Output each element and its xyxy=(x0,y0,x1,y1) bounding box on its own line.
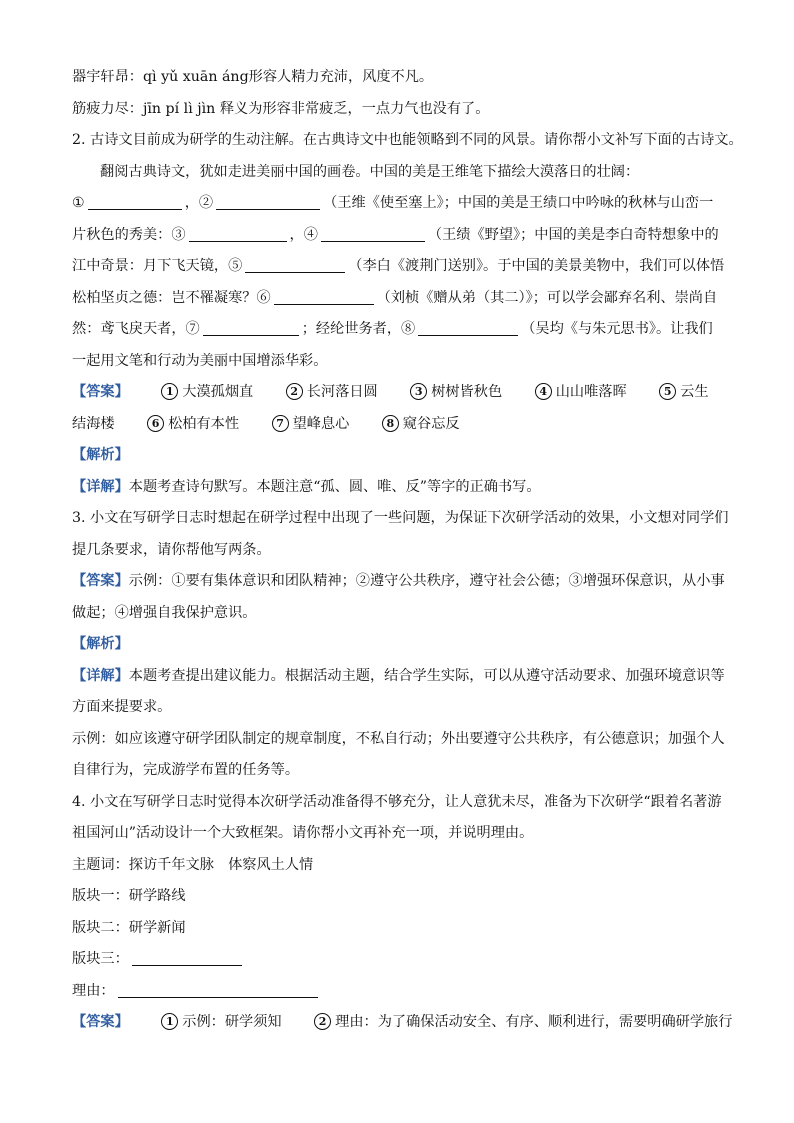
answer-item: 4 山山唯落晖 xyxy=(535,377,627,409)
question-2-detail: 【详解】本题考查诗句默写。本题注意“孤、圆、唯、反”等字的正确书写。 xyxy=(72,478,541,495)
answer-tag: 【答案】 xyxy=(72,1014,129,1030)
question-4-stem: 4. 小文在写研学日志时觉得本次研学活动准备得不够充分，让人意犹未尽，准备为下次研学“跟着名著游 xyxy=(72,793,722,810)
question-2-analysis xyxy=(72,440,724,472)
question-4-block-1: 版块一：研学路线 xyxy=(72,888,186,904)
question-3-analysis xyxy=(72,629,724,661)
question-4-theme: 主题词：探访千年文脉 体察风土人情 xyxy=(72,856,314,873)
fill-blank-4[interactable] xyxy=(321,225,425,242)
document-page xyxy=(72,62,743,1039)
answer-item: 7 望峰息心 xyxy=(272,409,350,441)
analysis-tag: 【解析】 xyxy=(72,447,129,463)
question-3-stem: 3. 小文在写研学日志时想起在研学过程中出现了一些问题，为保证下次研学活动的效果，小文想对同学们 xyxy=(72,510,729,526)
question-2-paragraph: 松柏坚贞之德：岂不罹凝寒？⑥ （刘桢《赠从弟（其二）》；可以学会鄙弃名利、崇尚自 xyxy=(72,289,718,306)
question-2-paragraph: 片秋色的秀美：③ ，④ （王绩《野望》；中国的美是李白奇特想象中的 xyxy=(72,226,719,243)
answer-tag: 【答案】 xyxy=(72,573,129,589)
answer-item: 1 大漠孤烟直 xyxy=(161,377,253,409)
question-2-paragraph: ① ，② （王维《使至塞上》；中国的美是王绩口中吟咏的秋林与山峦一 xyxy=(72,195,714,211)
question-3-answer: 做起；④增强自我保护意识。 xyxy=(72,604,257,621)
question-2-paragraph: 江中奇景：月下飞天镜，⑤ （李白《渡荆门送别》。于中国的美景美物中，我们可以体悟 xyxy=(72,258,725,274)
analysis-tag: 【解析】 xyxy=(72,636,129,652)
question-2-answer xyxy=(72,377,724,409)
answer-item: 1 示例：研学须知 xyxy=(161,1007,281,1039)
question-3-stem: 提几条要求，请你帮他写两条。 xyxy=(72,541,271,558)
question-4-reason: 理由： xyxy=(72,976,724,1008)
answer-item: 5 云生 xyxy=(659,377,708,409)
question-2-paragraph: 翻阅古典诗文，犹如走进美丽中国的画卷。中国的美是王维笔下描绘大漠落日的壮阔： xyxy=(100,163,640,180)
answer-tag: 【答案】 xyxy=(72,384,129,400)
question-4-block-2: 版块二：研学新闻 xyxy=(72,919,186,936)
question-2-stem: 2. 古诗文目前成为研学的生动注解。在古典诗文中也能领略到不同的风景。请你帮小文补写下面的古诗文。 xyxy=(72,132,743,148)
question-3-example: 自律行为，完成游学布置的任务等。 xyxy=(72,762,300,778)
fill-blank-1[interactable] xyxy=(88,193,182,210)
fill-blank-6[interactable] xyxy=(274,288,374,305)
fill-blank-8[interactable] xyxy=(418,319,518,336)
fill-blank-block-3[interactable] xyxy=(132,949,242,966)
fill-blank-5[interactable] xyxy=(245,256,345,273)
question-3-detail: 方面来提要求。 xyxy=(72,699,172,715)
question-3-answer: 【答案】示例：①要有集体意识和团队精神；②遵守公共秩序，遵守社会公德；③增强环保意识，从小事 xyxy=(72,573,725,589)
answer-item: 6 松柏有本性 xyxy=(147,409,239,441)
question-4-stem: 祖国河山”活动设计一个大致框架。请你帮小文再补充一项，并说明理由。 xyxy=(72,825,534,841)
fill-blank-reason[interactable] xyxy=(118,981,318,998)
answer-item: 3 树树皆秋色 xyxy=(410,377,502,409)
fill-blank-3[interactable] xyxy=(189,225,287,242)
answer-item: 2 长河落日圆 xyxy=(286,377,378,409)
answer-item: 2 理由：为了确保活动安全、有序、顺利进行，需要明确研学旅行 xyxy=(314,1007,732,1039)
question-4-block-3: 版块三： xyxy=(72,944,724,976)
detail-tag: 【详解】 xyxy=(72,478,129,495)
fill-blank-7[interactable] xyxy=(203,319,299,336)
definition-line: 器宇轩昂：qì yǔ xuān áng形容人精力充沛，风度不凡。 xyxy=(72,69,434,85)
question-2-answer: 结海楼 6 松柏有本性 7 望峰息心 8 窥谷忘反 xyxy=(72,409,724,441)
detail-tag: 【详解】 xyxy=(72,667,129,684)
definition-line: 筋疲力尽：jīn pí lì jìn 释义为形容非常疲乏，一点力气也没有了。 xyxy=(72,100,490,117)
question-3-example: 示例：如应该遵守研学团队制定的规章制度，不私自行动；外出要遵守公共秩序，有公德意识；加强个人 xyxy=(72,730,725,747)
fill-blank-2[interactable] xyxy=(216,193,320,210)
question-2-paragraph: 一起用文笔和行动为美丽中国增添华彩。 xyxy=(72,352,328,369)
question-2-paragraph: 然：鸢飞戾天者，⑦ ；经纶世务者，⑧ （吴均《与朱元思书》。让我们 xyxy=(72,321,713,337)
question-3-detail: 【详解】本题考查提出建议能力。根据活动主题，结合学生实际，可以从遵守活动要求、加强环境意识等 xyxy=(72,667,725,684)
question-4-answer xyxy=(72,1007,733,1039)
answer-item: 8 窥谷忘反 xyxy=(382,409,460,441)
